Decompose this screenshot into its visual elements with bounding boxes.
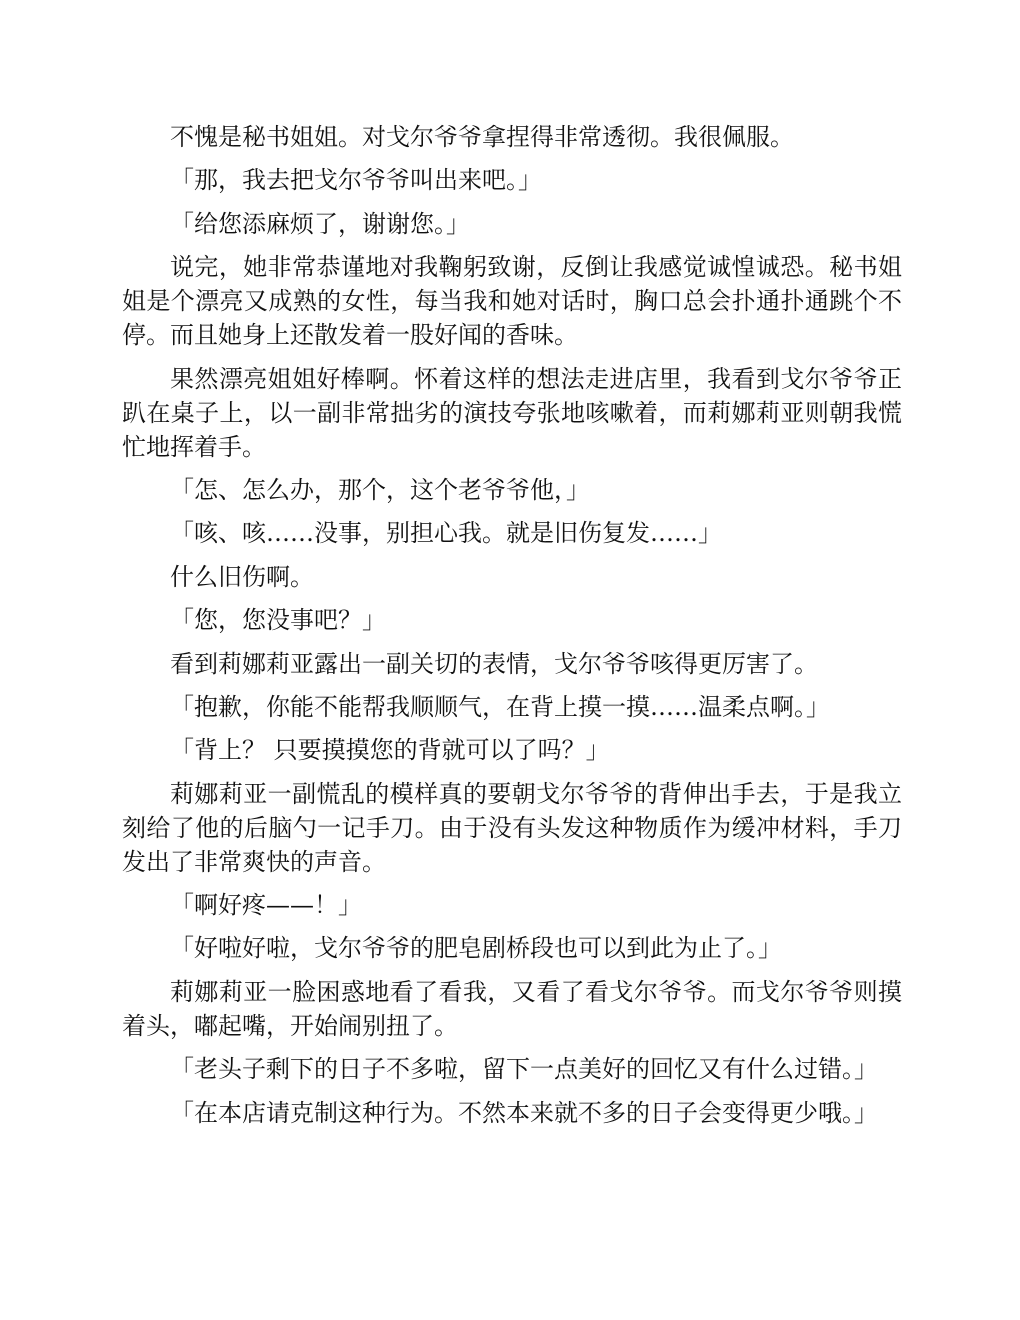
dialogue-line: 「啊好疼——！」 — [170, 891, 362, 920]
paragraph: 不愧是秘书姐姐。对戈尔爷爷拿捏得非常透彻。我很佩服。 — [170, 123, 794, 151]
dialogue-line: 「那，我去把戈尔爷爷叫出来吧。」 — [170, 166, 542, 195]
paragraph: 莉娜莉亚一副慌乱的模样真的要朝戈尔爷爷的背伸出手去，于是我立刻给了他的后脑勺一记手刀。由于没有头发这种物质作为缓冲材料，手刀发出了非常爽快的声音。 — [122, 779, 902, 876]
paragraph: 说完，她非常恭谨地对我鞠躬致谢，反倒让我感觉诚惶诚恐。秘书姐姐是个漂亮又成熟的女性，每当我和她对话时，胸口总会扑通扑通跳个不停。而且她身上还散发着一股好闻的香味。 — [122, 253, 902, 350]
paragraph: 看到莉娜莉亚露出一副关切的表情，戈尔爷爷咳得更厉害了。 — [170, 649, 818, 678]
dialogue-line: 「背上？ 只要摸摸您的背就可以了吗？」 — [170, 736, 610, 765]
paragraph: 果然漂亮姐姐好棒啊。怀着这样的想法走进店里，我看到戈尔爷爷正趴在桌子上，以一副非常拙劣的演技夸张地咳嗽着，而莉娜莉亚则朝我慌忙地挥着手。 — [122, 364, 902, 461]
dialogue-line: 「怎、怎么办，那个，这个老爷爷他，」 — [170, 475, 590, 504]
dialogue-line: 「咳、咳……没事，别担心我。就是旧伤复发……」 — [170, 519, 722, 548]
paragraph: 什么旧伤啊。 — [170, 562, 314, 591]
dialogue-line: 「抱歉，你能不能帮我顺顺气，在背上摸一摸……温柔点啊。」 — [170, 692, 830, 721]
dialogue-line: 「给您添麻烦了，谢谢您。」 — [170, 209, 470, 238]
dialogue-line: 「老头子剩下的日子不多啦，留下一点美好的回忆又有什么过错。」 — [170, 1055, 878, 1084]
dialogue-line: 「好啦好啦，戈尔爷爷的肥皂剧桥段也可以到此为止了。」 — [170, 934, 782, 963]
document-page — [122, 120, 902, 1139]
paragraph: 莉娜莉亚一脸困惑地看了看我，又看了看戈尔爷爷。而戈尔爷爷则摸着头，嘟起嘴，开始闹别扭了。 — [122, 977, 902, 1040]
dialogue-line: 「您，您没事吧？」 — [170, 606, 386, 635]
dialogue-line: 「在本店请克制这种行为。不然本来就不多的日子会变得更少哦。」 — [170, 1098, 878, 1127]
